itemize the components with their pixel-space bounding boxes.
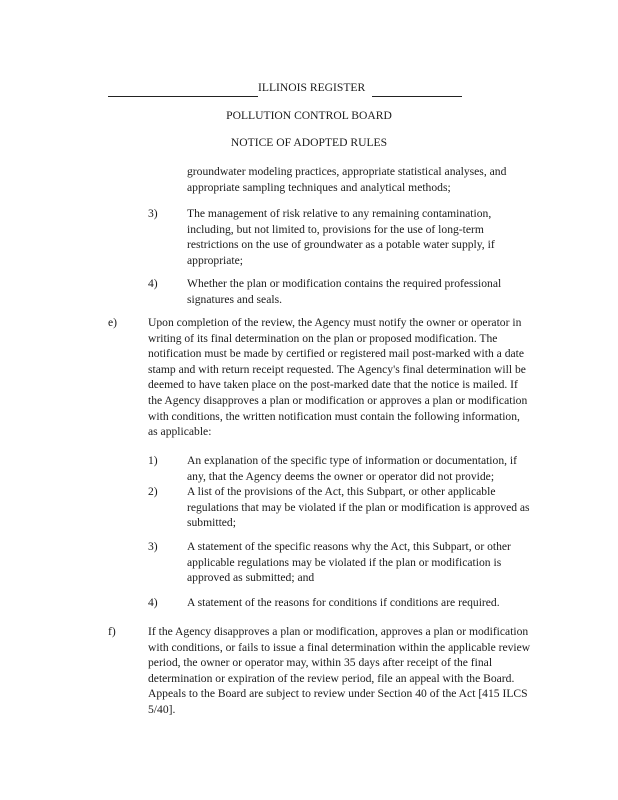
paragraph-line: The management of risk relative to any remaining contamination, (187, 207, 492, 220)
item-label: f) (108, 625, 116, 638)
paragraph-line: any, that the Agency deems the owner or operator did not provide; (187, 469, 495, 483)
item-label: 3) (148, 540, 158, 553)
paragraph-line: A statement of the specific reasons why the Act, this Subpart, or other (187, 540, 511, 553)
paragraph-line: approved as submitted; and (187, 571, 315, 585)
board-title: POLLUTION CONTROL BOARD (226, 109, 392, 122)
paragraph-line: signatures and seals. (187, 292, 282, 306)
paragraph-line: An explanation of the specific type of information or documentation, if (187, 454, 518, 467)
paragraph-line: determination or expiration of the review period, file an appeal with the Board. (148, 671, 515, 685)
paragraph-line: Upon completion of the review, the Agency must notify the owner or operator in (148, 316, 522, 329)
paragraph-line: appropriate; (187, 253, 244, 267)
register-title: ILLINOIS REGISTER (258, 81, 366, 94)
paragraph-line: If the Agency disapproves a plan or modification, approves a plan or modification (148, 625, 529, 638)
paragraph-line: writing of its final determination on the plan or proposed modification. The (148, 331, 498, 345)
paragraph-line: deemed to have taken place on the post-marked date that the notice is mailed. If (148, 378, 518, 392)
paragraph-line: with conditions, the written notification must contain the following information, (148, 409, 520, 423)
paragraph-line: A statement of the reasons for conditions if conditions are required. (187, 596, 500, 609)
paragraph-line: restrictions on the use of groundwater as a potable water supply, if (187, 238, 495, 252)
paragraph-line: as applicable: (148, 425, 212, 439)
item-label: 4) (148, 596, 158, 609)
paragraph-line: stamp and with return receipt requested. The Agency's final determination will be (148, 362, 526, 376)
paragraph-line: including, but not limited to, provisions for the use of long-term (187, 222, 484, 236)
notice-title: NOTICE OF ADOPTED RULES (230, 136, 388, 149)
item-label: 3) (148, 207, 158, 220)
header-rule-right (372, 96, 462, 97)
header-rule-left (108, 96, 258, 97)
paragraph-line: Appeals to the Board are subject to review under Section 40 of the Act [415 ILCS (148, 687, 528, 701)
paragraph-line: submitted; (187, 516, 236, 530)
paragraph-line: notification must be made by certified or registered mail post-marked with a date (148, 347, 525, 361)
paragraph-line: with conditions, or fails to issue a final determination within the applicable review (148, 640, 531, 654)
item-label: e) (108, 316, 118, 329)
paragraph-line: A list of the provisions of the Act, this Subpart, or other applicable (187, 485, 496, 498)
item-label: 4) (148, 277, 158, 290)
paragraph-line: period, the owner or operator may, within 35 days after receipt of the final (148, 656, 493, 670)
paragraph-line: appropriate sampling techniques and analytical methods; (187, 180, 451, 194)
item-label: 2) (148, 485, 158, 498)
paragraph-line: regulations that may be violated if the plan or modification is approved as (187, 500, 530, 514)
paragraph-line: 5/40]. (148, 703, 176, 716)
paragraph-line: groundwater modeling practices, appropriate statistical analyses, and (187, 165, 507, 178)
paragraph-line: Whether the plan or modification contains the required professional (187, 277, 502, 290)
item-label: 1) (148, 454, 158, 467)
paragraph-line: applicable regulations may be violated if the plan or modification is (187, 555, 502, 569)
paragraph-line: the Agency disapproves a plan or modification or approves a plan or modification (148, 394, 528, 407)
